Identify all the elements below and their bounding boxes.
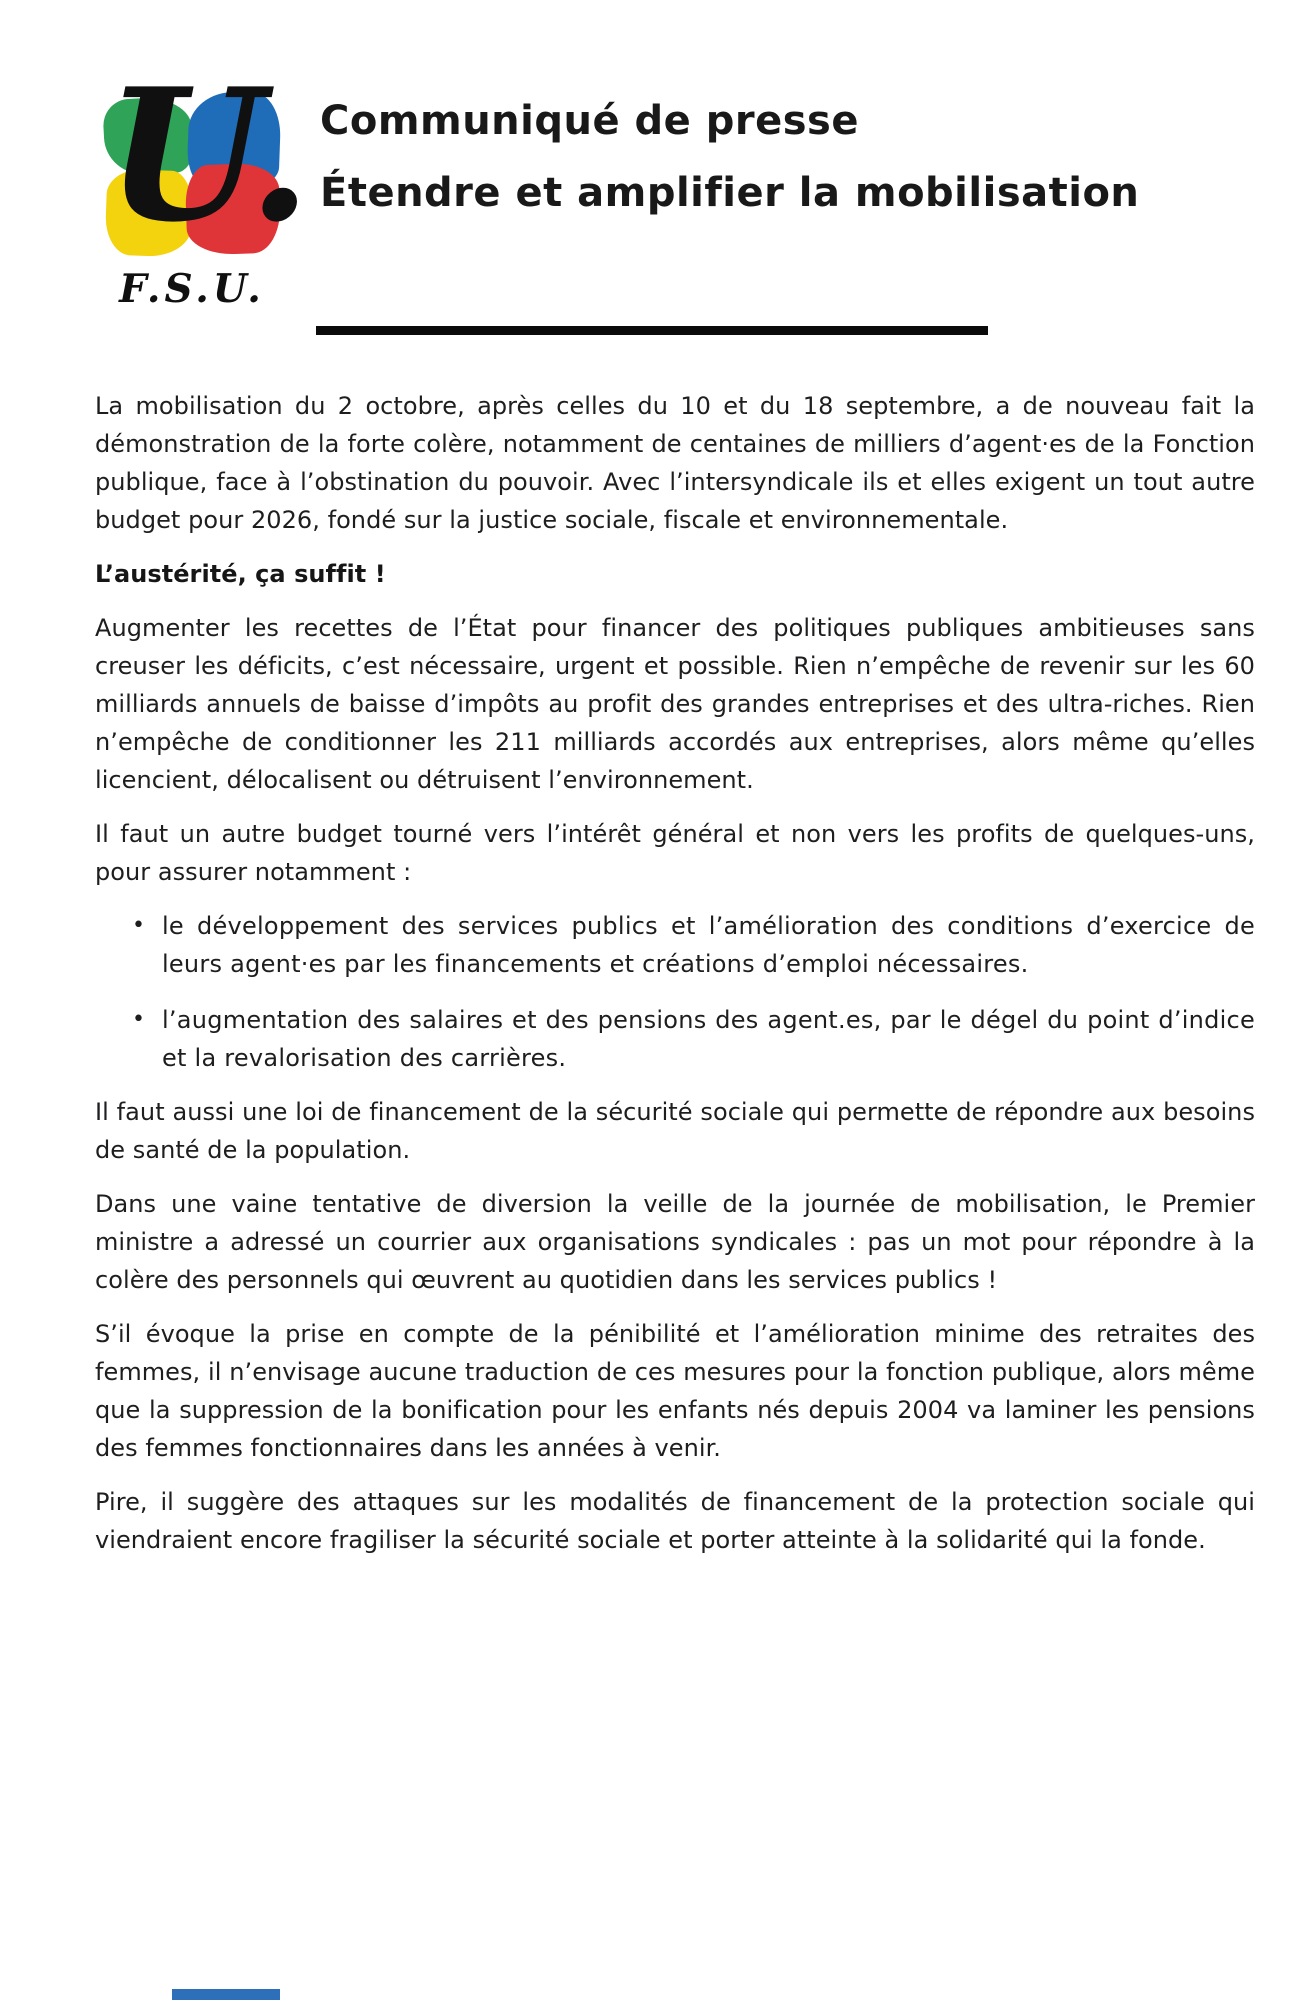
logo-org-name: F.S.U. xyxy=(119,266,265,312)
paragraph-social-security-law: Il faut aussi une loi de financement de la sécurité sociale qui permette de répondre aux besoins de santé de la population. xyxy=(95,1098,1255,1164)
paragraph-protection-sociale: Pire, il suggère des attaques sur les modalités de financement de la protection sociale qui viendraient encore fragiliser la sécurité sociale et porter atteinte à la solidarité qui la fonde. xyxy=(95,1488,1255,1554)
document-body xyxy=(95,387,1255,1575)
logo-u-monogram: U. xyxy=(106,48,312,262)
paragraph-budget-revenues: Augmenter les recettes de l’État pour financer des politiques publiques ambitieuses sans creuser les déficits, c’est nécessaire, urgent et possible. Rien n’empêche de revenir sur les 60 milliards annuels de baisse d’impôts au profit des grandes entreprises et des ultra-riches. Rien n’empêche de conditionner les 211 milliards accordés aux entreprises, alors même qu’elles licencient, délocalisent ou détruisent l’environnement. xyxy=(95,614,1255,794)
demands-list xyxy=(95,907,1255,1077)
list-item-public-services: • le développement des services publics et l’amélioration des conditions d’exercice de leurs agent·es par les financements et créations d’emploi nécessaires. xyxy=(162,907,1255,983)
paragraph-pensions-women: S’il évoque la prise en compte de la pénibilité et l’amélioration minime des retraites des femmes, il n’envisage aucune traduction de ces mesures pour la fonction publique, alors même que la suppression de la bonification pour les enfants nés depuis 2004 va laminer les pensions des femmes fonctionnaires dans les années à venir. xyxy=(95,1320,1255,1462)
doc-kicker: Communiqué de presse xyxy=(320,98,859,144)
paragraph-pm-letter: Dans une vaine tentative de diversion la veille de la journée de mobilisation, le Premier ministre a adressé un courrier aux organisations syndicales : pas un mot pour répondre à la colère des personnels qui œuvrent au quotidien dans les services publics ! xyxy=(95,1190,1255,1294)
title-block xyxy=(320,98,1139,217)
list-item-salaries-pensions: • l’augmentation des salaires et des pensions des agent.es, par le dégel du point d’indice et la revalorisation des carrières. xyxy=(162,1001,1255,1077)
paragraph-other-budget: Il faut un autre budget tourné vers l’intérêt général et non vers les profits de quelques-uns, pour assurer notamment : xyxy=(95,820,1255,886)
paragraph-intro: La mobilisation du 2 octobre, après celles du 10 et du 18 septembre, a de nouveau fait la démonstration de la forte colère, notamment de centaines de milliers d’agent·es de la Fonction publique, face à l’obstination du pouvoir. Avec l’intersyndicale ils et elles exigent un tout autre budget pour 2026, fondé sur la justice sociale, fiscale et environnementale. xyxy=(95,392,1255,534)
subheading-austerity: L’austérité, ça suffit ! xyxy=(95,560,386,588)
fsu-logo xyxy=(104,48,312,312)
footer-accent-bar xyxy=(172,1989,280,2000)
doc-title: Étendre et amplifier la mobilisation xyxy=(320,170,1140,216)
fsu-logo-art xyxy=(104,48,312,262)
header-rule xyxy=(316,326,988,335)
